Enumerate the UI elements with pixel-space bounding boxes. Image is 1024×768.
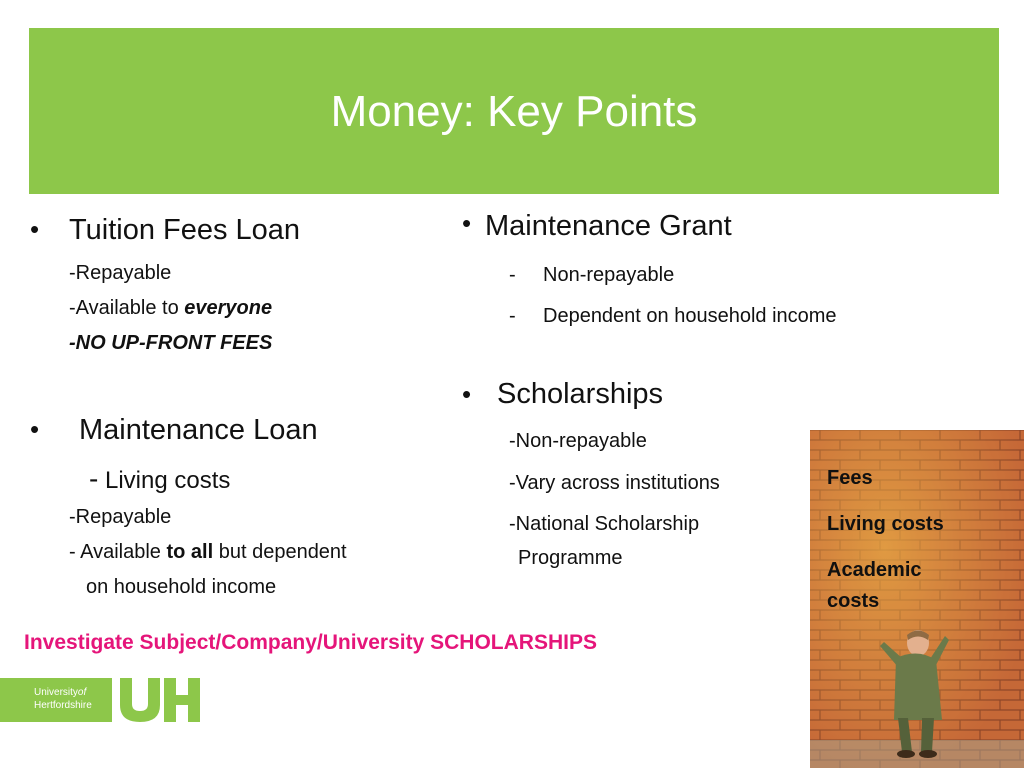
university-logo [0, 678, 200, 722]
slide-title: Money: Key Points [330, 87, 698, 136]
wall-label-fees: Fees [827, 467, 873, 489]
brick-wall-illustration [810, 430, 1024, 768]
maintenance-grant-heading: Maintenance Grant [485, 210, 732, 242]
wall-label-costs: costs [827, 590, 880, 612]
logo-wordmark: Universityof Hertfordshire [34, 687, 92, 711]
maintenance-loan-heading: Maintenance Loan [79, 414, 318, 446]
maintenance-loan-available: - Available to all but dependent [69, 541, 347, 563]
scholarships-heading: Scholarships [497, 378, 664, 410]
wall-label-academic: Academic [827, 559, 922, 581]
grant-household-income: Dependent on household income [543, 305, 837, 327]
maintenance-loan-repayable: -Repayable [69, 506, 172, 528]
uh-mark-icon [114, 678, 200, 722]
tuition-available: -Available to everyone [69, 297, 273, 319]
logo-panel [0, 678, 112, 722]
tuition-fees-loan-heading: Tuition Fees Loan [69, 214, 301, 246]
wall-label-living-costs: Living costs [827, 513, 944, 535]
bullet-dot: • [462, 379, 472, 409]
title-banner [29, 28, 999, 194]
living-costs-subitem: - Living costs [89, 463, 231, 494]
scholarships-programme: Programme [518, 547, 623, 569]
scholarships-vary: -Vary across institutions [509, 472, 720, 494]
scholarship-callout: Investigate Subject/Company/University SCHOLARSHIPS [24, 631, 597, 654]
dash-marker: - [509, 264, 516, 286]
maintenance-loan-household: on household income [86, 576, 277, 598]
tuition-repayable: -Repayable [69, 262, 172, 284]
bullet-dot: • [30, 414, 40, 444]
bullet-dot: • [462, 208, 472, 238]
scholarships-national: -National Scholarship [509, 513, 700, 535]
no-upfront-fees: -NO UP-FRONT FEES [69, 332, 273, 354]
scholarships-non-repayable: -Non-repayable [509, 430, 647, 452]
bullet-dot: • [30, 214, 40, 244]
dash-marker: - [509, 305, 516, 327]
grant-non-repayable: Non-repayable [543, 264, 675, 286]
